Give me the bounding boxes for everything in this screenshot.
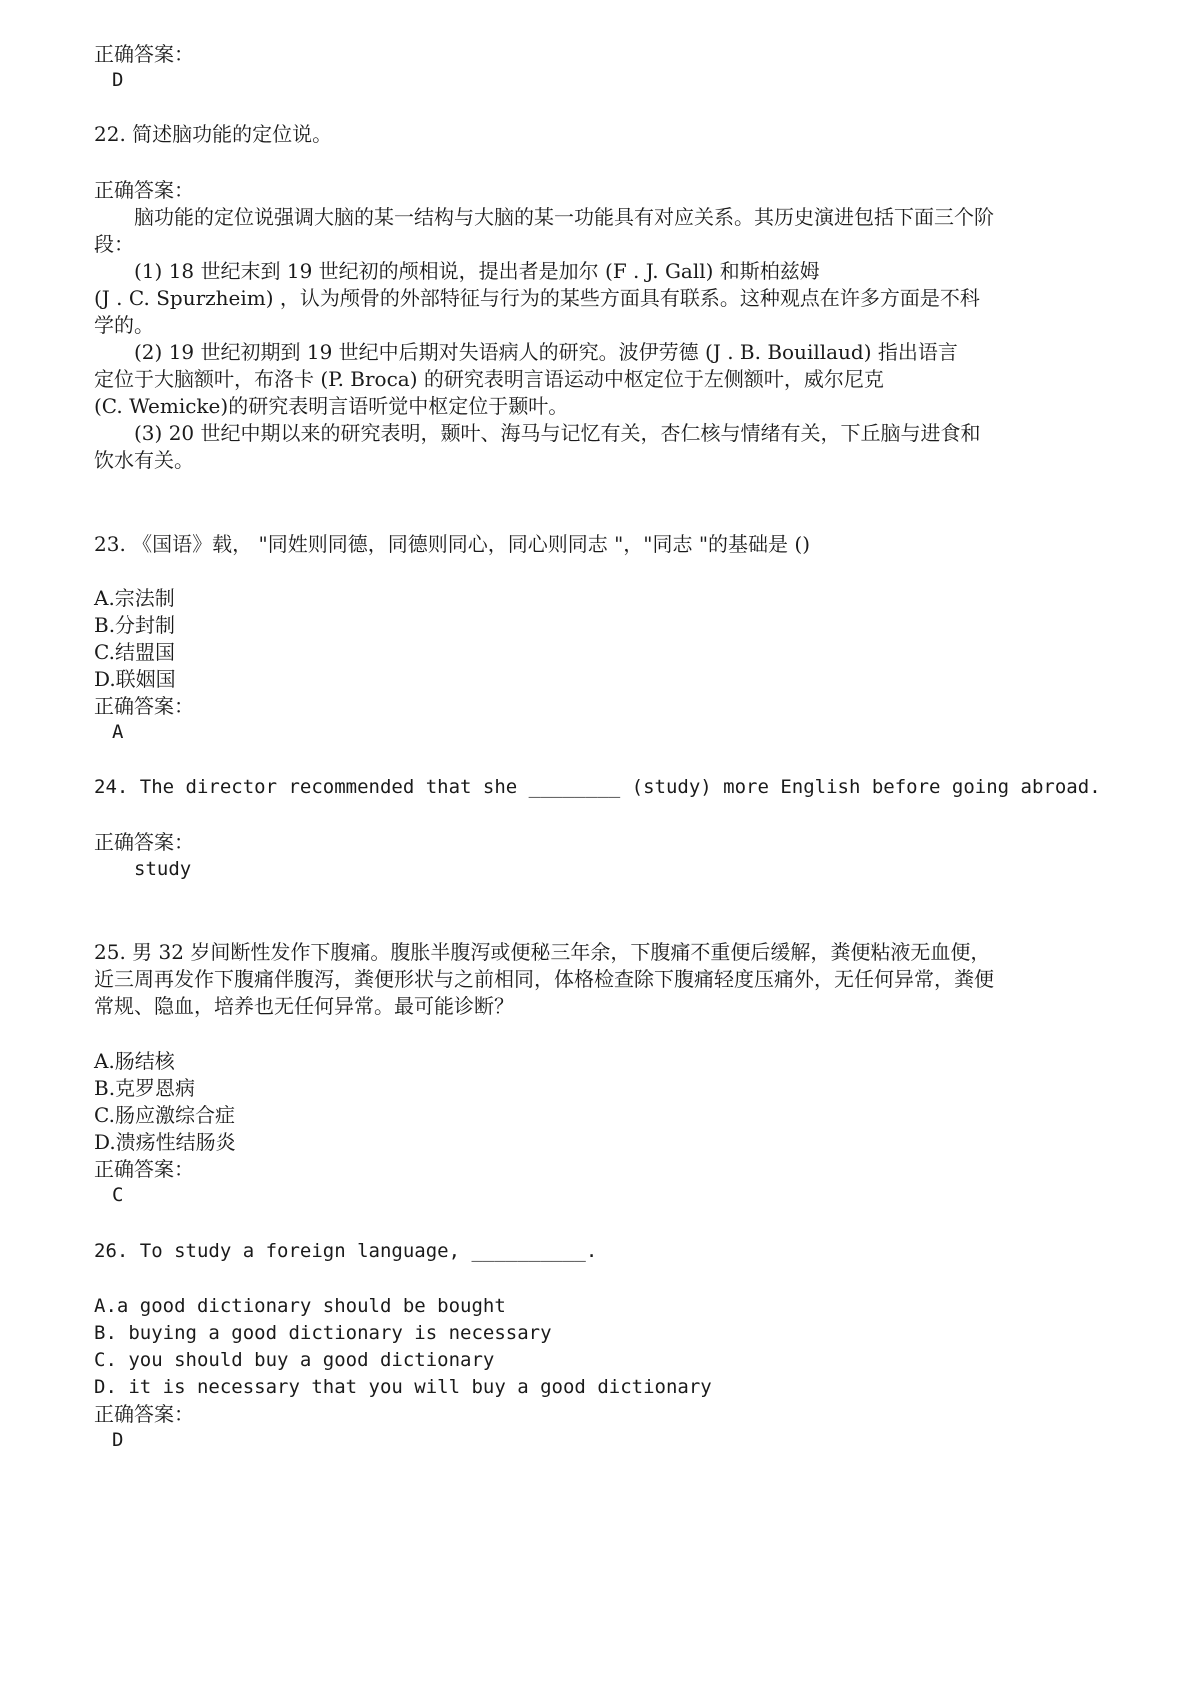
question-25-line: 常规、隐血，培养也无任何异常。最可能诊断？: [94, 994, 514, 1018]
option-a: A.a good dictionary should be bought: [94, 1295, 506, 1317]
answer-label: 正确答案：: [94, 42, 194, 66]
answer-text-line: 饮水有关。: [94, 448, 194, 472]
answer-text-line: (2) 19 世纪初期到 19 世纪中后期对失语病人的研究。波伊劳德 (J . B. Bouillaud) 指出语言: [134, 340, 958, 364]
option-c: C.肠应激综合症: [94, 1103, 235, 1127]
answer-label: 正确答案：: [94, 694, 194, 718]
answer-value: D: [112, 69, 124, 91]
answer-value: C: [112, 1184, 124, 1206]
question-24: 24. The director recommended that she ________ (study) more English before going abroad.: [94, 776, 1101, 798]
answer-text-line: (C. Wemicke)的研究表明言语听觉中枢定位于颞叶。: [94, 394, 569, 418]
answer-label: 正确答案：: [94, 830, 194, 854]
answer-label: 正确答案：: [94, 178, 194, 202]
answer-text-line: (1) 18 世纪末到 19 世纪初的颅相说，提出者是加尔 (F . J. Gall) 和斯柏兹姆: [134, 259, 820, 283]
answer-value: study: [134, 858, 192, 880]
option-b: B.分封制: [94, 613, 176, 637]
option-b: B. buying a good dictionary is necessary: [94, 1322, 552, 1344]
answer-label: 正确答案：: [94, 1402, 194, 1426]
answer-value: D: [112, 1429, 124, 1451]
answer-text-line: 段：: [94, 232, 134, 256]
answer-text-line: 脑功能的定位说强调大脑的某一结构与大脑的某一功能具有对应关系。其历史演进包括下面三个阶: [134, 205, 994, 229]
answer-text-line: (J . C. Spurzheim) ，认为颅骨的外部特征与行为的某些方面具有联系。这种观点在许多方面是不科: [94, 286, 980, 310]
answer-label: 正确答案：: [94, 1157, 194, 1181]
option-d: D.溃疡性结肠炎: [94, 1130, 236, 1154]
question-23: 23. 《国语》载， "同姓则同德，同德则同心，同心则同志 "，"同志 "的基础是 (): [94, 532, 810, 556]
option-d: D.联姻国: [94, 667, 176, 691]
question-25-line: 近三周再发作下腹痛伴腹泻，粪便形状与之前相同，体格检查除下腹痛轻度压痛外，无任何异常，粪便: [94, 967, 994, 991]
option-a: A.肠结核: [94, 1049, 175, 1073]
answer-text-line: 学的。: [94, 313, 154, 337]
answer-text-line: 定位于大脑额叶，布洛卡 (P. Broca) 的研究表明言语运动中枢定位于左侧额叶，威尔尼克: [94, 367, 884, 391]
answer-text-line: (3) 20 世纪中期以来的研究表明，颞叶、海马与记忆有关，杏仁核与情绪有关，下丘脑与进食和: [134, 421, 981, 445]
question-22: 22. 简述脑功能的定位说。: [94, 122, 333, 146]
question-26: 26. To study a foreign language, __________.: [94, 1240, 598, 1262]
option-a: A.宗法制: [94, 586, 175, 610]
option-d: D. it is necessary that you will buy a good dictionary: [94, 1376, 712, 1398]
question-25-line: 25. 男 32 岁间断性发作下腹痛。腹胀半腹泻或便秘三年余，下腹痛不重便后缓解，粪便粘液无血便，: [94, 940, 991, 964]
option-c: C.结盟国: [94, 640, 175, 664]
answer-value: A: [112, 721, 124, 743]
option-c: C. you should buy a good dictionary: [94, 1349, 495, 1371]
option-b: B.克罗恩病: [94, 1076, 196, 1100]
